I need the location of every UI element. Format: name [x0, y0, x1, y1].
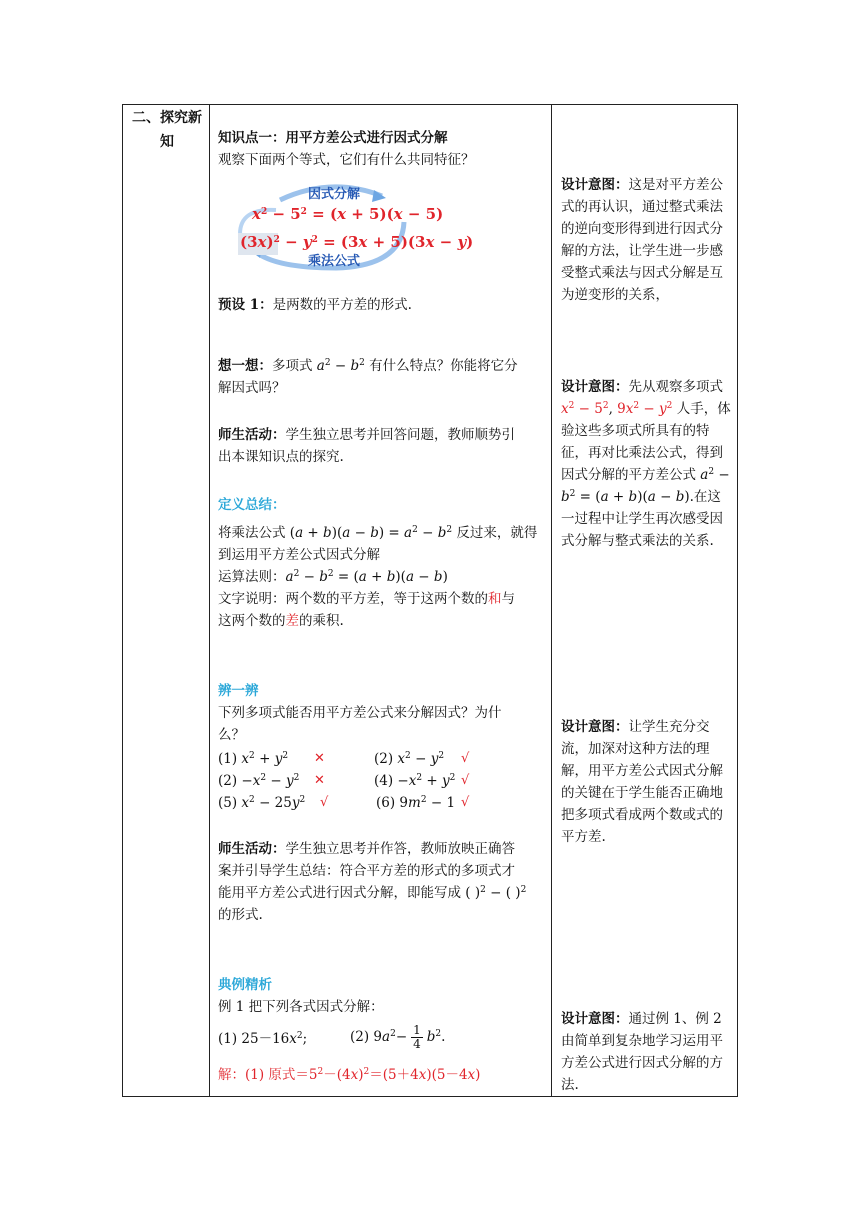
check-icon: √	[461, 795, 470, 810]
item-4: $(4) -x^2 + y^2$	[374, 773, 456, 789]
figure-equation-2: $(3x)^2 - y^2 = (3x + 5)(3x - y)$	[240, 233, 474, 251]
activity2-line-4: 的形式.	[218, 907, 263, 923]
table-right-border	[737, 104, 738, 1097]
design-intent-4: 设计意图：通过例 1、例 2 由简单到复杂地学习运用平方差公式进行因式分解的方法.	[561, 1011, 723, 1093]
example-problem-2: (2) $9a^2-$ $\frac{1}{4}$ $b^2$.	[350, 1023, 446, 1051]
activity1-line-2: 出本课知识点的探究.	[218, 449, 344, 465]
think-line-1: 想一想：多项式 $a^2 - b^2$ 有什么特点？你能将它分	[218, 358, 518, 374]
activity2-line-1: 师生活动：学生独立思考并作答，教师放映正确答	[218, 841, 515, 857]
column-divider-2	[551, 104, 552, 1097]
figure-equation-1: $x^2 - 5^2 = (x + 5)(x - 5)$	[252, 205, 444, 223]
activity2-line-3: 能用平方差公式进行因式分解，即能写成 ( )$^2$ − ( )$^2$	[218, 885, 527, 901]
fraction-one-quarter: $\frac{1}{4}$	[413, 1023, 421, 1051]
cross-icon: ✕	[314, 773, 325, 788]
definition-words-2: 这两个数的差的乘积.	[218, 613, 344, 629]
discern-question-1: 下列多项式能否用平方差公式来分解因式？为什	[218, 705, 502, 721]
kp1-question: 观察下面两个等式，它们有什么共同特征？	[218, 152, 475, 168]
figure-bottom-label: 乘法公式	[308, 254, 361, 269]
item-6: (6) $9m^2 - 1$	[376, 795, 456, 811]
solution-line: 解：(1) 原式$=5^2-(4x)^2=(5+4x)(5-4x)$	[218, 1067, 481, 1083]
definition-line-1: 将乘法公式 $(a + b)(a - b) = a^2 - b^2$ 反过来，就得	[218, 525, 538, 541]
item-2: (2) $x^2 - y^2$	[374, 751, 445, 767]
item-5: (5) $x^2 - 25y^2$	[218, 795, 306, 811]
design-intent-3: 设计意图：让学生充分交流，加深对这种方法的理解，用平方差公式因式分解的关键在于学生能否正确地把多项式看成两个数或式的平方差.	[561, 719, 723, 845]
check-icon: √	[461, 773, 470, 788]
definition-rule: 运算法则：$a^2 - b^2 = (a + b)(a - b)$	[218, 569, 448, 585]
cross-icon: ✕	[314, 751, 325, 766]
activity2-line-2: 案并引导学生总结：符合平方差的形式的多项式才	[218, 863, 515, 879]
definition-heading: 定义总结：	[218, 497, 286, 513]
example-problem-1: (1) $25-16x^2$;	[218, 1031, 308, 1047]
think-line-2: 解因式吗？	[218, 380, 286, 396]
table-left-border	[122, 104, 123, 1097]
design-intent-2: 设计意图：先从观察多项式 $x^2 - 5^2$, $9x^2 - y^2$ 人手，体验这些多项式所具有的特征，再对比乘法公式，得到因式分解的平方差公式 $a^2 - b^2 = (a + b)(a - b)$.在这一过程中让学生再次感受因式分解与整式乘法的关系.	[561, 379, 731, 549]
column-divider-1	[209, 104, 210, 1097]
example-intro: 例 1 把下列各式因式分解：	[218, 999, 384, 1015]
kp1-title: 知识点一：用平方差公式进行因式分解	[218, 130, 448, 146]
design-intent-1: 设计意图：这是对平方差公式的再认识，通过整式乘法的逆向变形得到进行因式分解的方法，让学生进一步感受整式乘法与因式分解是互为逆变形的关系，	[561, 177, 723, 303]
item-3: $(2) -x^2 - y^2$	[218, 773, 300, 789]
item-1: (1) $x^2 + y^2$	[218, 751, 289, 767]
example-heading: 典例精析	[218, 977, 272, 993]
table-bottom-border	[122, 1096, 738, 1097]
preset-line: 预设 1：是两数的平方差的形式.	[218, 297, 412, 313]
definition-words-1: 文字说明：两个数的平方差，等于这两个数的和与	[218, 591, 515, 607]
check-icon: √	[461, 751, 470, 766]
definition-line-2: 到运用平方差公式因式分解	[218, 547, 380, 563]
section-label: 二、探究新知	[132, 110, 202, 150]
discern-heading: 辨一辨	[218, 683, 259, 699]
discern-question-2: 么？	[218, 727, 245, 743]
figure-top-label: 因式分解	[308, 187, 361, 202]
check-icon: √	[320, 795, 329, 810]
table-top-border	[122, 104, 738, 105]
activity1-line-1: 师生活动：学生独立思考并回答问题，教师顺势引	[218, 427, 515, 443]
